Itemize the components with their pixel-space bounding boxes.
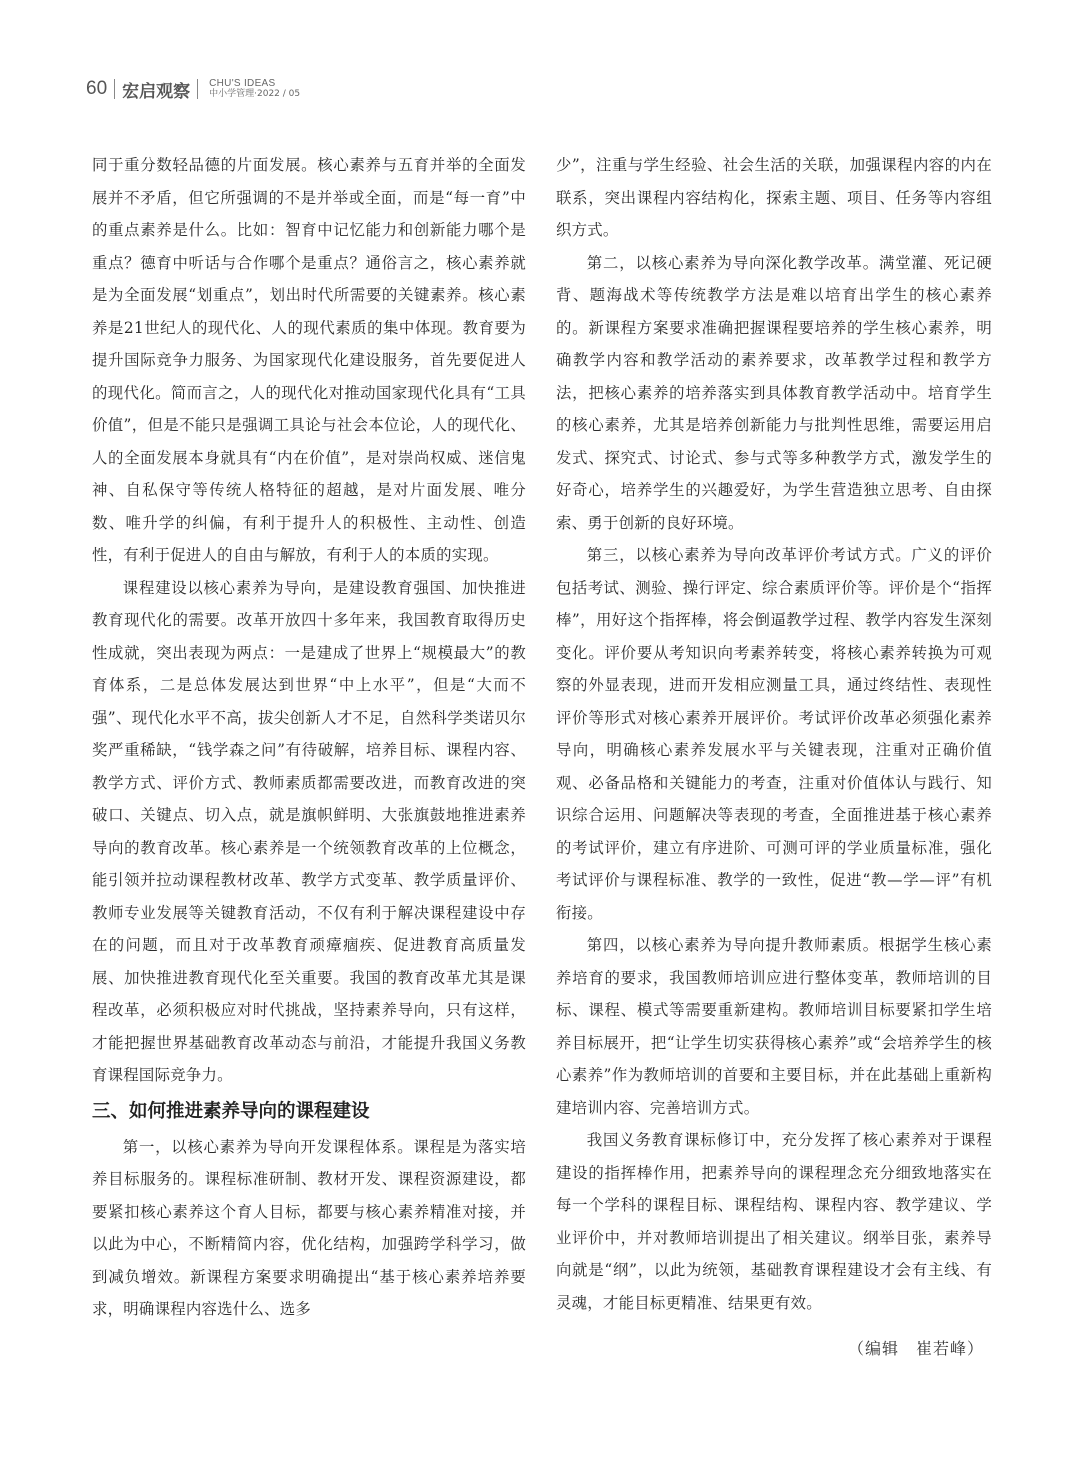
- paragraph: 我国义务教育课标修订中，充分发挥了核心素养对于课程建设的指挥棒作用，把素养导向的课程理念充分细致地落实在每一个学科的课程目标、课程结构、课程内容、教学建议、学业评价中，并对教师培训提出了相关建议。纲举目张，素养导向就是“纲”，以此为统领，基础教育课程建设才会有主线、有灵魂，才能目标更精准、结果更有效。: [556, 1131, 992, 1312]
- editor-note: （编辑 崔若峰）: [848, 1339, 985, 1358]
- header-divider: [114, 79, 115, 99]
- paragraph: 课程建设以核心素养为导向，是建设教育强国、加快推进教育现代化的需要。改革开放四十多年来，我国教育取得历史性成就，突出表现为两点：一是建成了世界上“规模最大”的教育体系，二是总体发展达到世界“中上水平”，但是“大而不强”、现代化水平不高，拔尖创新人才不足，自然科学类诺贝尔奖严重稀缺，“钱学森之问”有待破解，培养目标、课程内容、教学方式、评价方式、教师素质都需要改进，而教育改进的突破口、关键点、切入点，就是旗帜鲜明、大张旗鼓地推进素养导向的教育改革。核心素养是一个统领教育改革的上位概念，能引领并拉动课程教材改革、教学方式变革、教学质量评价、教师专业发展等关键教育活动，不仅有利于解决课程建设中存在的问题，而且对于改革教育顽瘴痼疾、促进教育高质量发展、加快推进教育现代化至关重要。我国的教育改革尤其是课程改革，必须积极应对时代挑战，坚持素养导向，只有这样，才能把握世界基础教育改革动态与前沿，才能提升我国义务教育课程国际竞争力。: [92, 578, 526, 1084]
- magazine-issue: 中小学管理·2022 / 05: [209, 88, 301, 99]
- page-header: [86, 74, 300, 104]
- left-column: [92, 149, 526, 1326]
- paragraph: 第三，以核心素养为导向改革评价考试方式。广义的评价包括考试、测验、操行评定、综合素质评价等。评价是个“指挥棒”，用好这个指挥棒，将会倒逼教学过程、教学内容发生深刻变化。评价要从考知识向考素养转变，将核心素养转换为可观察的外显表现，进而开发相应测量工具，通过终结性、表现性评价等形式对核心素养开展评价。考试评价改革必须强化素养导向，明确核心素养发展水平与关键表现，注重对正确价值观、必备品格和关键能力的考查，注重对价值体认与践行、知识综合运用、问题解决等表现的考查，全面推进基于核心素养的考试评价，建立有序进阶、可测可评的学业质量标准，强化考试评价与课程标准、教学的一致性，促进“教—学—评”有机衔接。: [556, 546, 992, 922]
- magazine-info: [209, 79, 300, 99]
- header-divider-2: [197, 79, 198, 99]
- magazine-english-title: CHU'S IDEAS: [209, 78, 276, 90]
- paragraph: 少”，注重与学生经验、社会生活的关联，加强课程内容的内在联系，突出课程内容结构化，探索主题、项目、任务等内容组织方式。: [556, 156, 992, 239]
- paragraph: 第二，以核心素养为导向深化教学改革。满堂灌、死记硬背、题海战术等传统教学方法是难以培育出学生的核心素养的。新课程方案要求准确把握课程要培养的学生核心素养，明确教学内容和教学活动的素养要求，改革教学过程和教学方法，把核心素养的培养落实到具体教育教学活动中。培育学生的核心素养，尤其是培养创新能力与批判性思维，需要运用启发式、探究式、讨论式、参与式等多种教学方式，激发学生的好奇心，培养学生的兴趣爱好，为学生营造独立思考、自由探索、勇于创新的良好环境。: [556, 253, 992, 532]
- section-heading: 三、如何推进素养导向的课程建设: [92, 1100, 370, 1122]
- right-column: [556, 149, 992, 1319]
- paragraph: 同于重分数轻品德的片面发展。核心素养与五育并举的全面发展并不矛盾，但它所强调的不是并举或全面，而是“每一育”中的重点素养是什么。比如：智育中记忆能力和创新能力哪个是重点？德育中听话与合作哪个是重点？通俗言之，核心素养就是为全面发展“划重点”，划出时代所需要的关键素养。核心素养是21世纪人的现代化、人的现代素质的集中体现。教育要为提升国际竞争力服务、为国家现代化建设服务，首先要促进人的现代化。简而言之，人的现代化对推动国家现代化具有“工具价值”，但是不能只是强调工具论与社会本位论，人的现代化、人的全面发展本身就具有“内在价值”，是对崇尚权威、迷信鬼神、自私保守等传统人格特征的超越，是对片面发展、唯分数、唯升学的纠偏，有利于提升人的积极性、主动性、创造性，有利于促进人的自由与解放，有利于人的本质的实现。: [92, 156, 526, 564]
- paragraph: 第四，以核心素养为导向提升教师素质。根据学生核心素养培育的要求，我国教师培训应进行整体变革，教师培训的目标、课程、模式等需要重新建构。教师培训目标要紧扣学生培养目标展开，把“让学生切实获得核心素养”或“会培养学生的核心素养”作为教师培训的首要和主要目标，并在此基础上重新构建培训内容、完善培训方式。: [556, 936, 992, 1117]
- paragraph: 第一，以核心素养为导向开发课程体系。课程是为落实培养目标服务的。课程标准研制、教材开发、课程资源建设，都要紧扣核心素养这个育人目标，都要与核心素养精准对接，并以此为中心，不断精简内容，优化结构，加强跨学科学习，做到减负增效。新课程方案要求明确提出“基于核心素养培养要求，明确课程内容选什么、选多: [92, 1137, 526, 1318]
- page-number: 60: [86, 78, 108, 99]
- section-name: 宏启观察: [122, 81, 191, 102]
